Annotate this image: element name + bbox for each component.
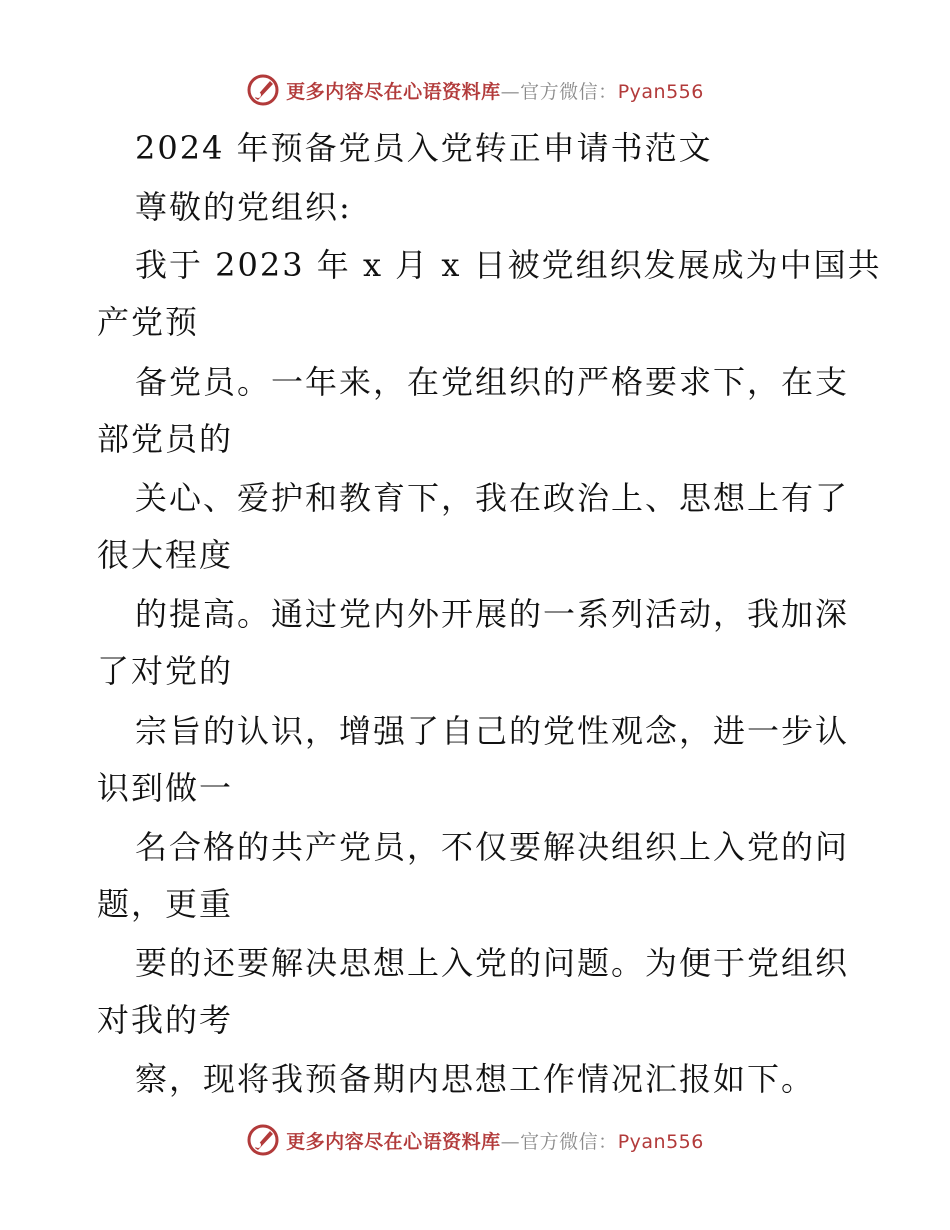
- quill-logo-icon: [246, 1123, 280, 1157]
- banner-separator: —: [500, 1130, 521, 1153]
- banner-text: [286, 1127, 704, 1154]
- text-line: 名合格的共产党员，不仅要解决组织上入党的问: [135, 828, 850, 866]
- text-line: 察，现将我预备期内思想工作情况汇报如下。: [135, 1060, 816, 1098]
- header-banner: [0, 70, 950, 110]
- text-line: 题，更重: [97, 885, 234, 923]
- text-line: 产党预: [97, 303, 200, 341]
- quill-logo-icon: [246, 73, 280, 107]
- banner-separator: —: [500, 80, 521, 103]
- text-line: 了对党的: [97, 652, 234, 690]
- text-line: 关心、爱护和教育下，我在政治上、思想上有了: [135, 479, 850, 517]
- text-line: 的提高。通过党内外开展的一系列活动，我加深: [135, 595, 850, 633]
- footer-banner: [0, 1120, 950, 1160]
- document-title: 2024 年预备党员入党转正申请书范文: [135, 129, 713, 167]
- banner-main-text: 更多内容尽在心语资料库: [286, 80, 501, 103]
- text-line: 对我的考: [97, 1001, 234, 1039]
- text-line: 部党员的: [97, 420, 234, 458]
- banner-wechat-label: 官方微信：: [520, 80, 618, 103]
- header-banner-content: [246, 73, 704, 107]
- banner-main-text: 更多内容尽在心语资料库: [286, 1130, 501, 1153]
- banner-text: [286, 77, 704, 104]
- text-line: 宗旨的认识，增强了自己的党性观念，进一步认: [135, 712, 850, 750]
- text-line: 要的还要解决思想上入党的问题。为便于党组织: [135, 944, 850, 982]
- text-line: 我于 2023 年 x 月 x 日被党组织发展成为中国共: [135, 246, 882, 284]
- footer-banner-content: [246, 1123, 704, 1157]
- text-line: 备党员。一年来，在党组织的严格要求下，在支: [135, 363, 850, 401]
- salutation: 尊敬的党组织:: [135, 188, 352, 226]
- text-line: 很大程度: [97, 536, 234, 574]
- banner-wechat-label: 官方微信：: [520, 1130, 618, 1153]
- banner-wechat-id: Pyan556: [617, 80, 704, 103]
- text-line: 识到做一: [97, 769, 234, 807]
- banner-wechat-id: Pyan556: [617, 1130, 704, 1153]
